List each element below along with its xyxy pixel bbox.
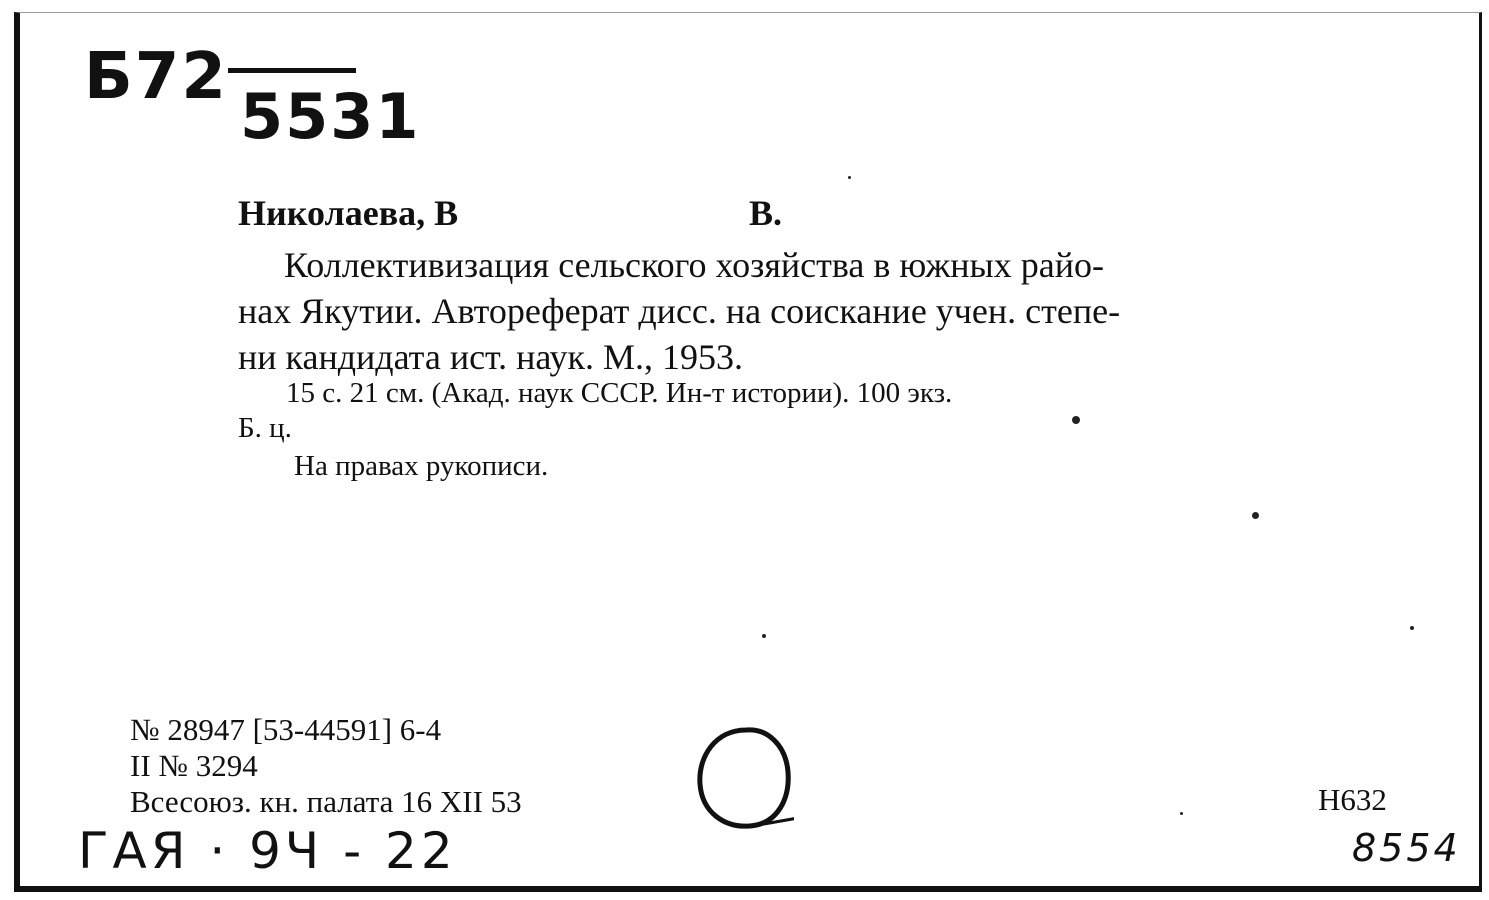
chamber-date: Всесоюз. кн. палата 16 XII 53	[130, 784, 522, 819]
note-line: На правах рукописи.	[294, 450, 549, 482]
ink-speck	[848, 176, 851, 179]
ink-speck	[762, 634, 766, 638]
handwritten-note-right: 8554	[1352, 826, 1461, 870]
shelfmark-divider	[228, 68, 356, 73]
title-line-2: нах Якутии. Автореферат дисс. на соискание учен. степе-	[238, 291, 1121, 331]
ink-speck	[1252, 512, 1259, 519]
ink-speck	[1180, 812, 1183, 815]
author-second-initial: В.	[749, 193, 783, 233]
price-line: Б. ц.	[238, 412, 292, 444]
circle-mark-icon	[694, 724, 794, 832]
record-number-2: II № 3294	[130, 748, 258, 783]
shelfmark-top: Б72	[84, 40, 228, 114]
author-name: Николаева, В	[238, 193, 459, 233]
ink-speck	[1072, 416, 1080, 424]
shelfmark-bottom: 5531	[240, 80, 421, 153]
collation-line: 15 с. 21 см. (Акад. наук СССР. Ин-т истории). 100 экз.	[286, 377, 953, 409]
ink-speck	[1410, 626, 1414, 630]
handwritten-note-bottom: ГАЯ · 9Ч - 22	[78, 822, 457, 880]
record-number: № 28947 [53-44591] 6-4	[130, 712, 442, 747]
title-line-3: ни кандидата ист. наук. М., 1953.	[238, 337, 744, 377]
title-line-1: Коллективизация сельского хозяйства в южных райо-	[284, 245, 1104, 285]
index-code: Н632	[1318, 782, 1387, 817]
